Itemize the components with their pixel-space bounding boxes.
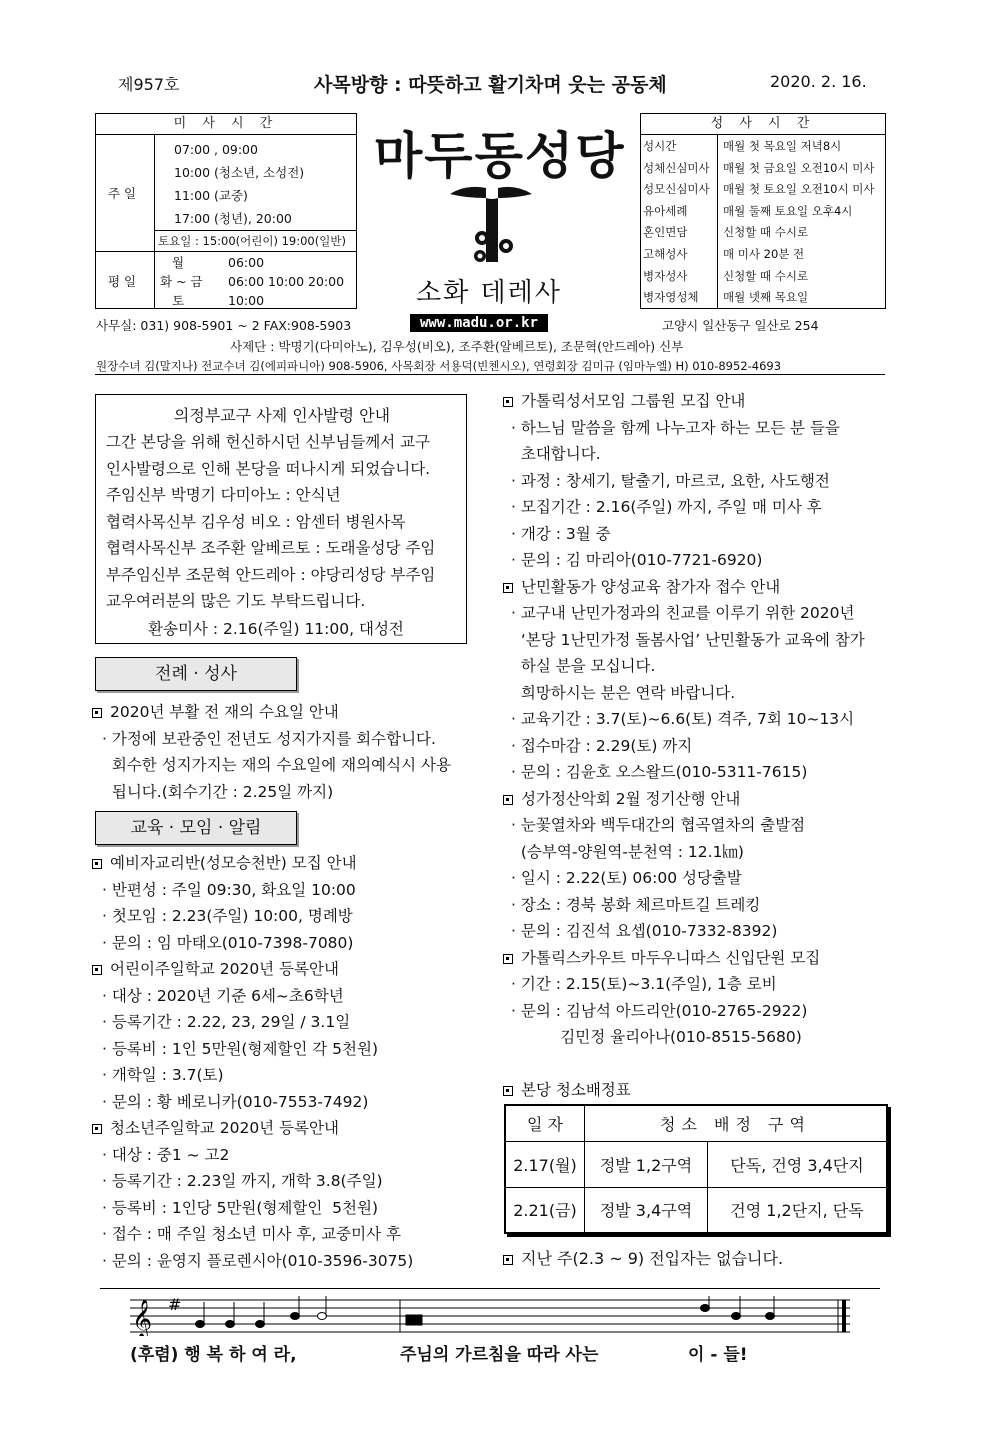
- item-line: 초대합니다.: [511, 445, 601, 463]
- sacrament-name: 유아세례: [643, 203, 688, 218]
- sacrament-time: 매월 첫 토요일 오전10시 미사: [723, 182, 875, 197]
- weekday-times: 06:00 10:00 20:00: [228, 274, 345, 289]
- sacrament-name: 병자성사: [643, 268, 688, 283]
- sacrament-list: [643, 136, 883, 309]
- education-section-title: 교육 · 모임 · 알림: [95, 811, 297, 845]
- svg-text:𝄞: 𝄞: [132, 1299, 153, 1336]
- item-line: · 문의 : 윤영지 플로렌시아(010-3596-3075): [102, 1251, 414, 1270]
- bullet-square-icon: [503, 1086, 513, 1096]
- issue-date: 2020. 2. 16.: [770, 72, 867, 91]
- lyric-1: (후렴) 행 복 하 여 라,: [130, 1345, 297, 1365]
- bullet-square-icon: [503, 397, 513, 407]
- cleaning-table: [504, 1104, 888, 1234]
- weekday-mass-list: [160, 253, 344, 310]
- issue-number: 제957호: [118, 75, 180, 94]
- office-contact: 사무실: 031) 908-5901 ~ 2 FAX:908-5903: [96, 318, 352, 333]
- cleaning-area-a: 정발 3,4구역: [585, 1187, 708, 1233]
- newcomers-row: [503, 1246, 783, 1269]
- item-line: 회수한 성지가지는 재의 수요일에 재의예식시 사용: [102, 756, 451, 774]
- sacrament-time: 매 미사 20분 전: [723, 246, 805, 261]
- notice-line: 인사발령으로 인해 본당을 떠나시게 되었습니다.: [106, 459, 431, 478]
- notice-line: 협력사목신부 김우성 비오 : 암센터 병원사목: [106, 512, 406, 531]
- item-line: · 등록비 : 1인당 5만원(형제할인 5천원): [102, 1198, 379, 1217]
- item-heading: 2020년 부활 전 재의 수요일 안내: [110, 703, 339, 721]
- notice-line: 교우여러분의 많은 기도 부탁드립니다.: [106, 592, 366, 610]
- item-line: · 가정에 보관중인 전년도 성지가지를 회수합니다.: [102, 729, 436, 748]
- sacrament-name: 병자영성체: [643, 290, 699, 305]
- education-items: [92, 850, 413, 1274]
- item-line: · 등록기간 : 2.23일 까지, 개학 3.8(주일): [102, 1172, 383, 1190]
- sunday-mass-time: 07:00 , 09:00: [174, 142, 258, 157]
- weekday-day: 토: [172, 293, 185, 308]
- item-line: · 하느님 말씀을 함께 나누고자 하는 모든 분 들을: [511, 418, 840, 437]
- weekday-label: 평 일: [108, 274, 137, 289]
- item-heading: 어린이주일학교 2020년 등록안내: [110, 960, 339, 978]
- website-link[interactable]: www.madu.or.kr: [410, 314, 548, 332]
- sacrament-time: 매월 넷째 목요일: [723, 290, 809, 305]
- item-heading: 가톨릭성서모임 그룹원 모집 안내: [521, 392, 746, 410]
- sacrament-times-title: 성 사 시 간: [640, 113, 886, 135]
- patron-saint: 소화 데레사: [416, 278, 562, 308]
- cleaning-area-b: 건영 1,2단지, 단독: [708, 1187, 888, 1233]
- sacrament-name: 성모신심미사: [643, 182, 710, 197]
- svg-text:#: #: [168, 1296, 182, 1314]
- bullet-square-icon: [92, 1124, 102, 1134]
- cleaning-area-b: 단독, 건영 3,4단지: [708, 1141, 888, 1187]
- clergy-list: 사제단 : 박명기(다미아노), 김우성(비오), 조주환(알베르토), 조문혁(안드레아) 신부: [230, 339, 684, 354]
- sacrament-times-box: [640, 113, 886, 309]
- weekday-day: 화 ~ 금: [160, 274, 203, 289]
- sunday-mass-time: 11:00 (교중): [174, 188, 248, 203]
- item-line: · 대상 : 2020년 기준 6세~초6학년: [102, 986, 344, 1005]
- weekday-times: 06:00: [228, 255, 265, 270]
- item-line: · 교구내 난민가정과의 친교를 이루기 위한 2020년: [511, 604, 855, 622]
- bullet-square-icon: [92, 859, 102, 869]
- item-line: · 교육기간 : 3.7(토)~6.6(토) 격주, 7회 10~13시: [511, 710, 855, 728]
- item-line: · 개강 : 3월 중: [511, 524, 611, 543]
- item-line: (승부역-양원역-분천역 : 12.1㎞): [511, 842, 744, 861]
- mass-times-title: 미 사 시 간: [95, 113, 357, 135]
- col-date-header: 일 자: [505, 1105, 585, 1141]
- liturgy-items: [92, 699, 451, 805]
- item-line: · 첫모임 : 2.23(주일) 10:00, 명례방: [102, 907, 353, 925]
- item-line: 희망하시는 분은 연락 바랍니다.: [511, 683, 736, 702]
- weekday-times: 10:00: [228, 293, 265, 308]
- item-line: · 문의 : 김남석 아드리안(010-2765-2922): [511, 1001, 808, 1020]
- bullet-square-icon: [503, 954, 513, 964]
- sacrament-name: 혼인면담: [643, 225, 688, 240]
- church-name: 마두동성당: [374, 127, 626, 185]
- cleaning-date: 2.17(월): [505, 1141, 585, 1187]
- item-line: 하실 분을 모십니다.: [511, 657, 656, 675]
- sacrament-time: 매월 둘째 토요일 오후4시: [723, 203, 853, 218]
- item-heading: 청소년주일학교 2020년 등록안내: [110, 1119, 339, 1137]
- sacrament-time: 매월 첫 목요일 저녁8시: [723, 139, 842, 153]
- item-line: · 과정 : 창세기, 탈출기, 마르코, 요한, 사도행전: [511, 471, 830, 490]
- staff-list: 원장수녀 김(말지나) 전교수녀 김(에피파니아) 908-5906, 사목회장 서용덕(빈첸시오), 연령회장 김미규 (임마누엘) H) 010-8952-4693: [96, 359, 782, 373]
- weekday-day: 월: [172, 255, 185, 270]
- item-heading: 가톨릭스카우트 마두우니따스 신입단원 모집: [521, 948, 821, 967]
- item-line: 됩니다.(회수기간 : 2.25일 까지): [102, 782, 334, 801]
- sunday-mass-time: 10:00 (청소년, 소성전): [174, 165, 305, 180]
- item-line: · 대상 : 중1 ~ 고2: [102, 1145, 230, 1164]
- cleaning-heading-row: [503, 1078, 631, 1100]
- sacrament-time: 신청할 때 수시로: [723, 225, 809, 240]
- parish-motto: 사목방향 : 따뜻하고 활기차며 웃는 공동체: [314, 74, 667, 96]
- cleaning-heading: 본당 청소배정표: [521, 1081, 631, 1099]
- notice-line: 부주임신부 조문혁 안드레아 : 야당리성당 부주임: [106, 565, 436, 584]
- music-staff-icon: [130, 1296, 850, 1336]
- item-line: · 등록비 : 1인 5만원(형제할인 각 5천원): [102, 1039, 379, 1058]
- item-line: · 문의 : 황 베로니카(010-7553-7492): [102, 1092, 369, 1111]
- mass-times-box: [95, 113, 357, 309]
- item-line: · 기간 : 2.15(토)~3.1(주일), 1층 로비: [511, 975, 777, 993]
- bullet-square-icon: [92, 965, 102, 975]
- sacrament-name: 성체신심미사: [643, 160, 710, 175]
- music-staff: [130, 1296, 850, 1336]
- item-line: · 일시 : 2.22(토) 06:00 성당출발: [511, 869, 742, 887]
- notice-line: 협력사목신부 조주환 알베르토 : 도래울성당 주임: [106, 539, 436, 557]
- sunday-mass-list: [174, 138, 304, 230]
- liturgy-section-title: 전례 · 성사: [95, 657, 297, 691]
- notice-line: 그간 본당을 위해 헌신하시던 신부님들께서 교구: [106, 433, 431, 451]
- sacrament-name: 성시간: [643, 139, 677, 153]
- personnel-notice-box: [95, 394, 467, 644]
- cleaning-area-a: 정발 1,2구역: [585, 1141, 708, 1187]
- item-line: · 모집기간 : 2.16(주일) 까지, 주일 매 미사 후: [511, 498, 822, 516]
- item-line: · 반편성 : 주일 09:30, 화요일 10:00: [102, 880, 356, 899]
- bullet-square-icon: [92, 708, 102, 718]
- item-line: · 눈꽃열차와 백두대간의 협곡열차의 출발점: [511, 816, 806, 834]
- newcomers-notice: 지난 주(2.3 ~ 9) 전입자는 없습니다.: [521, 1249, 784, 1268]
- item-heading: 예비자교리반(성모승천반) 모집 안내: [110, 854, 357, 872]
- address: 고양시 일산동구 일산로 254: [662, 318, 819, 333]
- sacrament-name: 고해성사: [643, 246, 688, 261]
- sunday-label: 주 일: [108, 186, 137, 201]
- bullet-square-icon: [503, 583, 513, 593]
- sacrament-time: 매월 첫 금요일 오전10시 미사: [723, 160, 875, 175]
- item-line: ‘본당 1난민가정 돌봄사업’ 난민활동가 교육에 참가: [511, 630, 865, 649]
- bullet-square-icon: [503, 1255, 513, 1265]
- item-heading: 성가정산악회 2월 정기산행 안내: [521, 789, 741, 808]
- cross-with-roses-icon: [446, 176, 536, 266]
- item-line: · 장소 : 경북 봉화 체르마트길 트레킹: [511, 895, 761, 914]
- item-line: 김민정 율리아나(010-8515-5680): [511, 1028, 802, 1046]
- lyric-3: 이 - 들!: [688, 1345, 748, 1365]
- item-line: · 문의 : 김윤호 오스왈드(010-5311-7615): [511, 763, 808, 781]
- farewell-mass: 환송미사 : 2.16(주일) 11:00, 대성전: [148, 620, 404, 638]
- sunday-mass-time: 17:00 (청년), 20:00: [174, 211, 292, 226]
- col-area-header: 청소 배정 구역: [585, 1105, 888, 1141]
- saturday-mass: 토요일 : 15:00(어린이) 19:00(일반): [158, 234, 346, 248]
- item-line: · 등록기간 : 2.22, 23, 29일 / 3.1일: [102, 1013, 351, 1031]
- right-column-items: [503, 388, 893, 1051]
- item-line: · 접수 : 매 주일 청소년 미사 후, 교중미사 후: [102, 1225, 401, 1243]
- sacrament-time: 신청할 때 수시로: [723, 268, 809, 283]
- item-line: · 문의 : 김 마리아(010-7721-6920): [511, 551, 763, 569]
- item-line: · 접수마감 : 2.29(토) 까지: [511, 736, 693, 755]
- bullet-square-icon: [503, 795, 513, 805]
- cleaning-date: 2.21(금): [505, 1187, 585, 1233]
- notice-line: 주임신부 박명기 다미아노 : 안식년: [106, 486, 341, 504]
- notice-body: [106, 429, 435, 615]
- item-line: · 문의 : 김진석 요셉(010-7332-8392): [511, 922, 778, 940]
- item-line: · 문의 : 임 마태오(010-7398-7080): [102, 933, 354, 952]
- lyric-2: 주님의 가르침을 따라 사는: [400, 1345, 599, 1365]
- item-heading: 난민활동가 양성교육 참가자 접수 안내: [521, 577, 781, 596]
- item-line: · 개학일 : 3.7(토): [102, 1066, 224, 1084]
- notice-title: 의정부교구 사제 인사발령 안내: [173, 406, 391, 425]
